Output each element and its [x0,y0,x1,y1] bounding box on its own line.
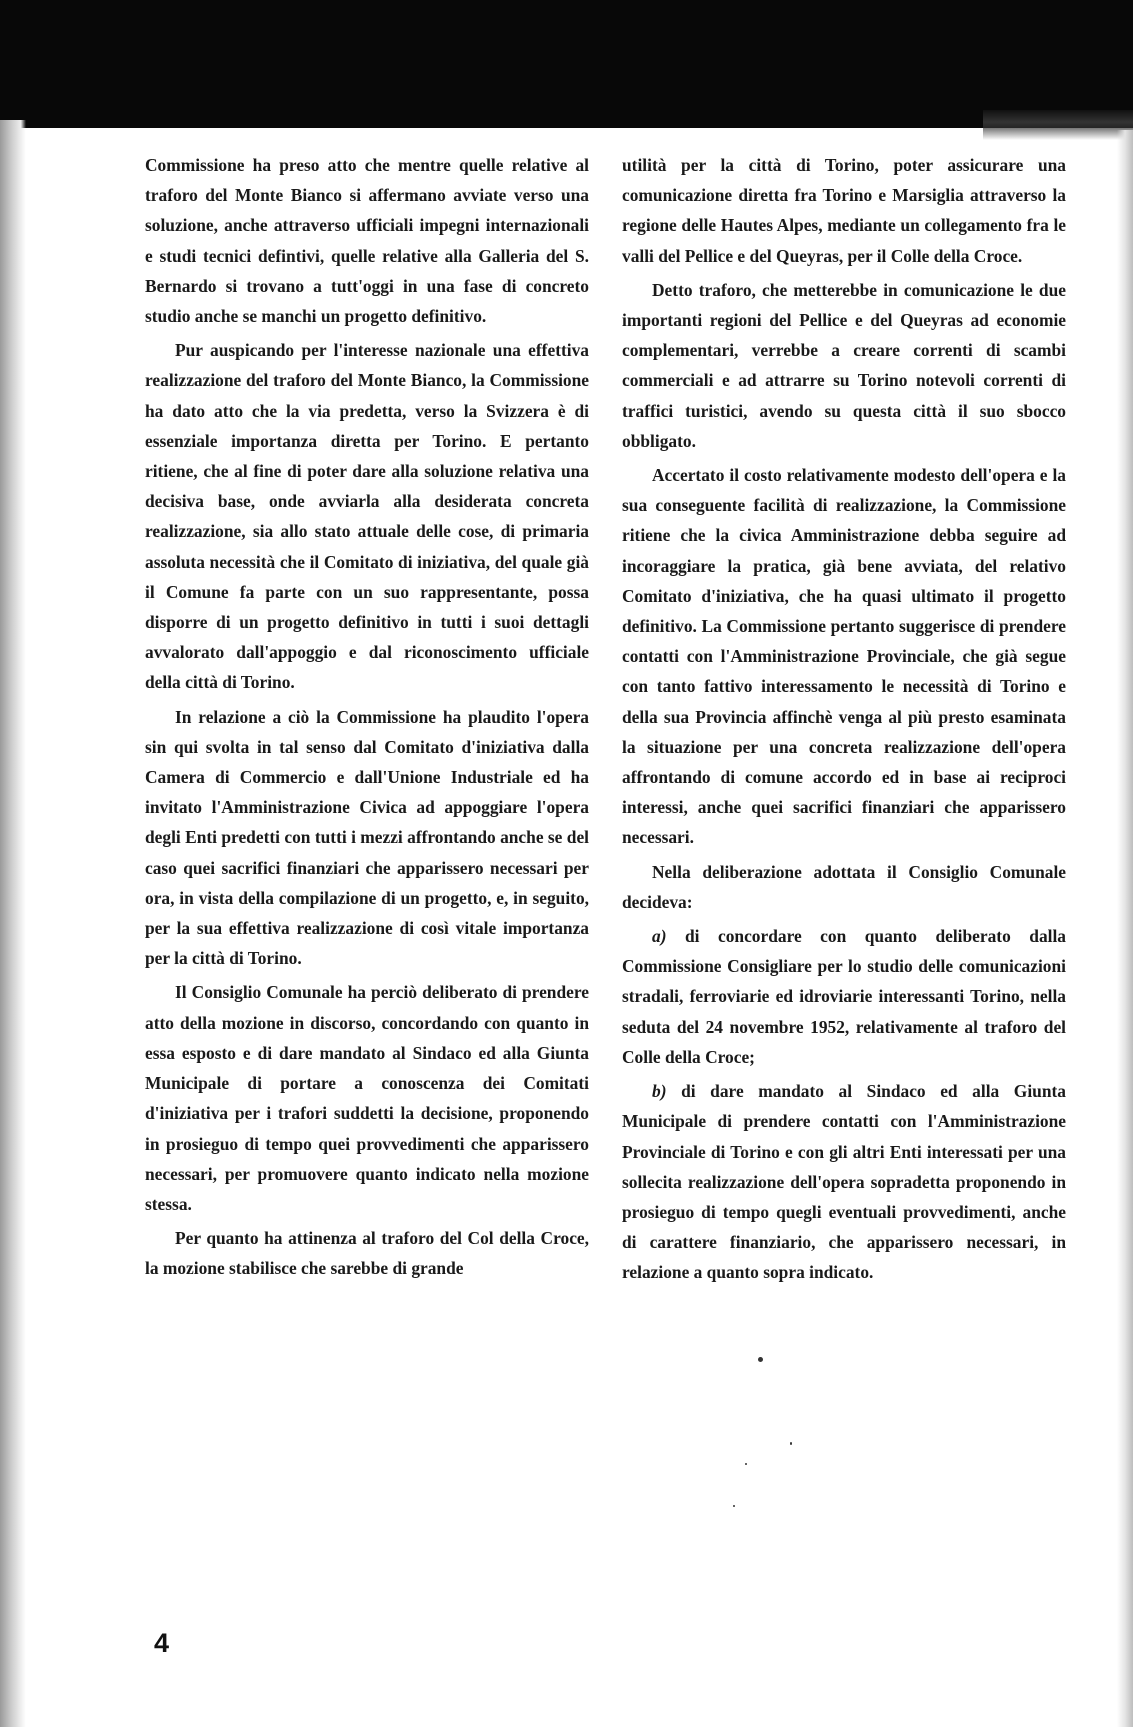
right-column [622,150,1066,1288]
list-item [622,921,1066,1072]
paragraph: Pur auspicando per l'interesse nazionale una effettiva realizzazione del traforo del Monte Bianco, la Commissione ha dato atto che la via predetta, verso la Svizzera è di essenziale importanza diretta per Torino. E pertanto ritiene, che al fine di poter dare alla soluzione relativa una decisiva base, onde avviarla alla desiderata concreta realizzazione, sia allo stato attuale delle cose, di primaria assoluta necessità che il Comitato di iniziativa, del quale già il Comune fa parte con un suo rappresentante, possa disporre di un progetto definitivo in tutti i suoi dettagli avvalorato dall'appoggio e dal riconoscimento ufficiale della città di Torino. [145,340,589,693]
paragraph: Accertato il costo relativamente modesto dell'opera e la sua conseguente facilità di realizzazione, la Commissione ritiene che la civica Amministrazione debba seguire ad incoraggiare la pratica, già bene avviata, del relativo Comitato d'iniziativa, che ha quasi ultimato il progetto definitivo. La Commissione pertanto suggerisce di prendere contatti con l'Amministrazione Provinciale, che già segue con tanto fattivo interessamento le necessità di Torino e della sua Provincia affinchè venga al più presto esaminata la situazione per una concreta realizzazione dell'opera affrontando di comune accordo ed in base ai reciproci interessi, anche quei sacrifici finanziari che apparissero necessari. [622,465,1066,848]
scan-speck [733,1505,735,1507]
scan-left-edge [0,120,26,1727]
paragraph: Per quanto ha attinenza al traforo del Col della Croce, la mozione stabilisce che sarebbe di grande [145,1228,589,1279]
paragraph: utilità per la città di Torino, poter assicurare una comunicazione diretta fra Torino e Marsiglia attraverso la regione delle Hautes Alpes, mediante un collegamento fra le valli del Pellice e del Queyras, per il Colle della Croce. [622,155,1066,266]
list-item [622,1076,1066,1287]
scan-right-edge [1117,130,1133,1727]
scan-speck [745,1463,747,1465]
paragraph: Detto traforo, che metterebbe in comunicazione le due importanti regioni del Pellice e del Queyras ad economie complementari, verrebbe a creare correnti di scambi commerciali e ad attrarre su Torino notevoli correnti di traffici turistici, avendo su questa città il suo sbocco obbligato. [622,279,1066,451]
list-marker: b) [652,1081,667,1102]
left-column [145,150,589,1284]
paragraph: In relazione a ciò la Commissione ha plaudito l'opera sin qui svolta in tal senso dal Comitato d'iniziativa dalla Camera di Commercio e dall'Unione Industriale ed ha invitato l'Amministrazione Civica ad appoggiare l'opera degli Enti predetti con tutti i mezzi affrontando anche se del caso quei sacrifici finanziari che apparissero necessari per ora, in vista della compilazione di un progetto, e, in seguito, per la sua effettiva realizzazione di così vitale importanza per la città di Torino. [145,706,589,969]
paragraph: Nella deliberazione adottata il Consiglio Comunale decideva: [622,861,1066,912]
list-marker: a) [652,926,667,947]
scan-shadow [983,110,1133,140]
page-number: 4 [154,1628,170,1658]
list-item-text: di concordare con quanto deliberato dalla Commissione Consigliare per lo studio delle comunicazioni stradali, ferroviarie ed idroviarie interessanti Torino, nella seduta del 24 novembre 1952, relativamente al traforo del Colle della Croce; [622,926,1066,1067]
list-item-text: di dare mandato al Sindaco ed alla Giunta Municipale di prendere contatti con l'Amministrazione Provinciale di Torino e con gli altri Enti interessati per una sollecita realizzazione dell'opera sopradetta proponendo in prosieguo di tempo quegli eventuali provvedimenti, anche di carattere finanziario, che apparissero necessari, in relazione a quanto sopra indicato. [622,1081,1066,1283]
scan-speck [790,1442,792,1445]
paragraph: Il Consiglio Comunale ha perciò deliberato di prendere atto della mozione in discorso, concordando con quanto in essa esposto e di dare mandato al Sindaco ed alla Giunta Municipale di portare a conoscenza dei Comitati d'iniziativa per i trafori suddetti la decisione, proponendo in prosieguo di tempo quei provvedimenti che apparissero necessari, per promuovere quanto indicato nella mozione stessa. [145,982,589,1214]
scan-speck [758,1357,763,1362]
scan-top-band [0,0,1133,128]
paragraph: Commissione ha preso atto che mentre quelle relative al traforo del Monte Bianco si affermano avviate verso una soluzione, anche attraverso ufficiali impegni internazionali e studi tecnici defintivi, quelle relative alla Galleria del S. Bernardo si trovano a tutt'oggi in una fase di concreto studio anche se manchi un progetto definitivo. [145,155,589,327]
